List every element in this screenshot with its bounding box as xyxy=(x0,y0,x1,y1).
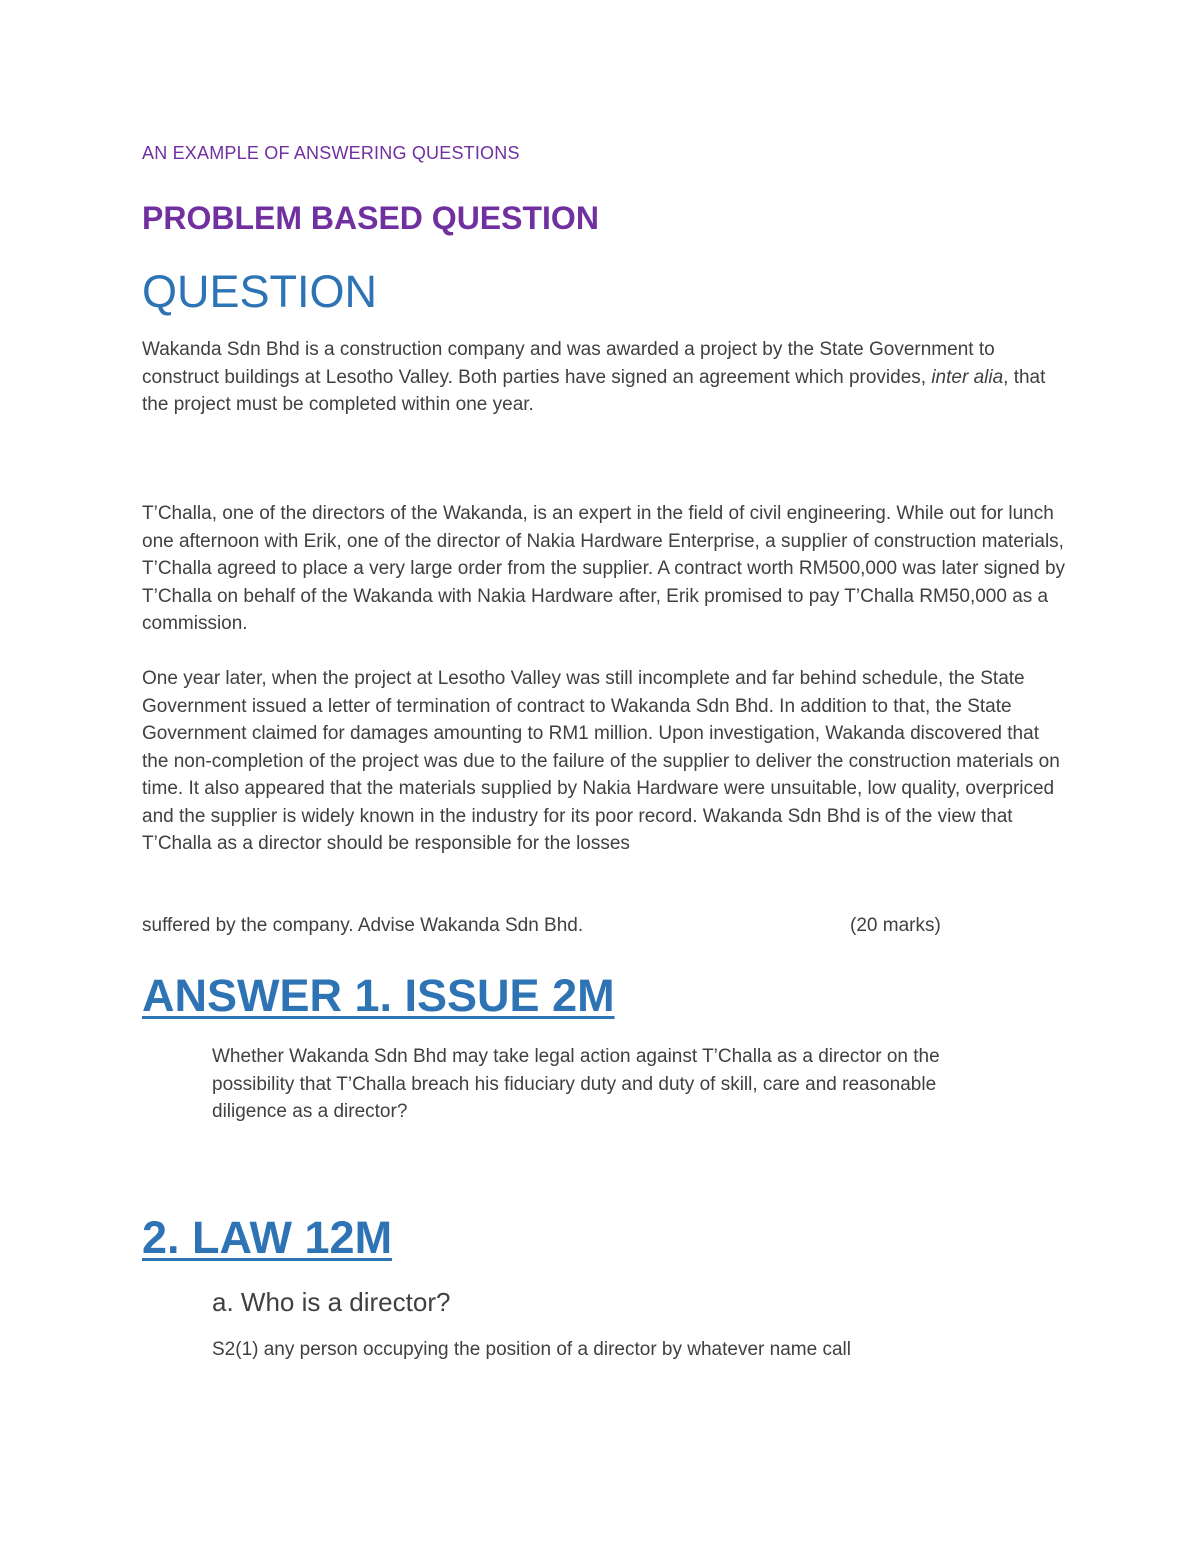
question-paragraph-3: One year later, when the project at Lesotho Valley was still incomplete and far behind schedule, the State Government issued a letter of termination of contract to Wakanda Sdn Bhd. In addition to that, the State Government claimed for damages amounting to RM1 million. Upon investigation, Wakanda discovered that the non-completion of the project was due to the failure of the supplier to deliver the construction materials on time. It also appeared that the materials supplied by Nakia Hardware were unsuitable, low quality, overpriced and the supplier is widely known in the industry for its poor record. Wakanda Sdn Bhd is of the view that T’Challa as a director should be responsible for the losses xyxy=(142,668,1060,854)
question-paragraph-1-text: Wakanda Sdn Bhd is a construction company and was awarded a project by the State Government to construct buildings at Lesotho Valley. Both parties have signed an agreement which provides, xyxy=(142,339,995,388)
section-title: PROBLEM BASED QUESTION xyxy=(142,200,599,236)
answer-issue-text: Whether Wakanda Sdn Bhd may take legal action against T’Challa as a director on the possibility that T’Challa breach his fiduciary duty and duty of skill, care and reasonable diligence as a director? xyxy=(212,1046,940,1122)
law-sub-heading: a. Who is a director? xyxy=(212,1287,451,1317)
question-paragraph-1-tail: , that the project must be completed within one year. xyxy=(142,366,1046,415)
law-heading: 2. LAW 12M xyxy=(142,1212,393,1263)
question-paragraph-2: T’Challa, one of the directors of the Wakanda, is an expert in the field of civil engineering. While out for lunch one afternoon with Erik, one of the director of Nakia Hardware Enterprise, a supplier of construction materials, T’Challa agreed to place a very large order from the supplier. A contract worth RM500,000 was later signed by T’Challa on behalf of the Wakanda with Nakia Hardware after, Erik promised to pay T’Challa RM50,000 as a commission. xyxy=(142,503,1066,634)
question-paragraph-1 xyxy=(142,336,1067,419)
question-paragraph-1-italic: inter alia xyxy=(931,366,1004,388)
answer-issue-heading: ANSWER 1. ISSUE 2M xyxy=(142,970,615,1021)
question-heading: QUESTION xyxy=(142,266,378,317)
law-text: S2(1) any person occupying the position of a director by whatever name call xyxy=(212,1339,851,1360)
question-paragraph-4: suffered by the company. Advise Wakanda Sdn Bhd. xyxy=(142,915,584,936)
document-kicker: AN EXAMPLE OF ANSWERING QUESTIONS xyxy=(142,143,520,163)
question-marks: (20 marks) xyxy=(850,915,941,936)
